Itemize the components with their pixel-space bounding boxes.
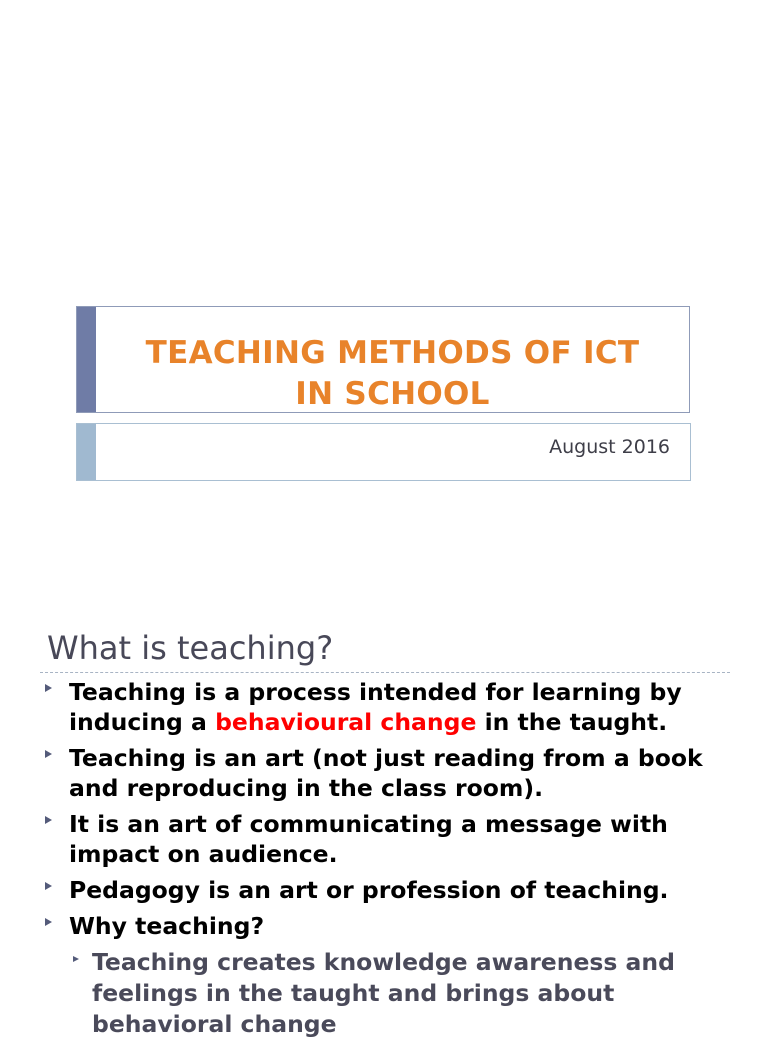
bullet-item — [0, 677, 768, 737]
bullet-text: Why teaching? — [69, 912, 265, 940]
bullet-text: Pedagogy is an art or profession of teaching. — [69, 876, 669, 904]
bullet-item — [0, 875, 768, 905]
title-accent-bar — [77, 307, 96, 412]
subtitle-accent-bar — [77, 424, 96, 480]
slide-title-line-2: IN SCHOOL — [295, 376, 490, 412]
sub-bullet-text: Teaching creates knowledge awareness and feelings in the taught and brings about behavioral change — [92, 948, 675, 1038]
bullet-list — [0, 677, 768, 1040]
bullet-marker-icon — [45, 684, 52, 692]
bullet-text-part: Teaching is a process intended for learning by inducing a — [69, 678, 682, 736]
bullet-marker-icon — [45, 882, 52, 890]
bullet-text: It is an art of communicating a message with impact on audience. — [69, 810, 668, 868]
highlighted-phrase: behavioural change — [215, 708, 477, 736]
bullet-text — [69, 677, 758, 737]
slide-heading: What is teaching? — [47, 629, 334, 667]
bullet-marker-icon — [45, 750, 52, 758]
subtitle-placeholder — [76, 423, 691, 481]
bullet-item — [0, 911, 768, 941]
bullet-marker-icon — [45, 816, 52, 824]
sub-bullet-item — [0, 947, 768, 1040]
bullet-item — [0, 809, 768, 869]
bullet-item — [0, 743, 768, 803]
slide-subtitle: August 2016 — [549, 436, 670, 458]
bullet-marker-icon — [45, 918, 52, 926]
content-slide — [0, 580, 768, 1038]
slide-title — [96, 333, 689, 415]
sub-bullet-marker-icon — [73, 956, 79, 962]
heading-divider — [40, 672, 730, 673]
title-placeholder — [76, 306, 690, 413]
bullet-text: Teaching is an art (not just reading from a book and reproducing in the class room). — [69, 744, 703, 802]
bullet-text-part: in the taught. — [476, 708, 668, 736]
slide-title-line-1: TEACHING METHODS OF ICT — [145, 335, 640, 371]
